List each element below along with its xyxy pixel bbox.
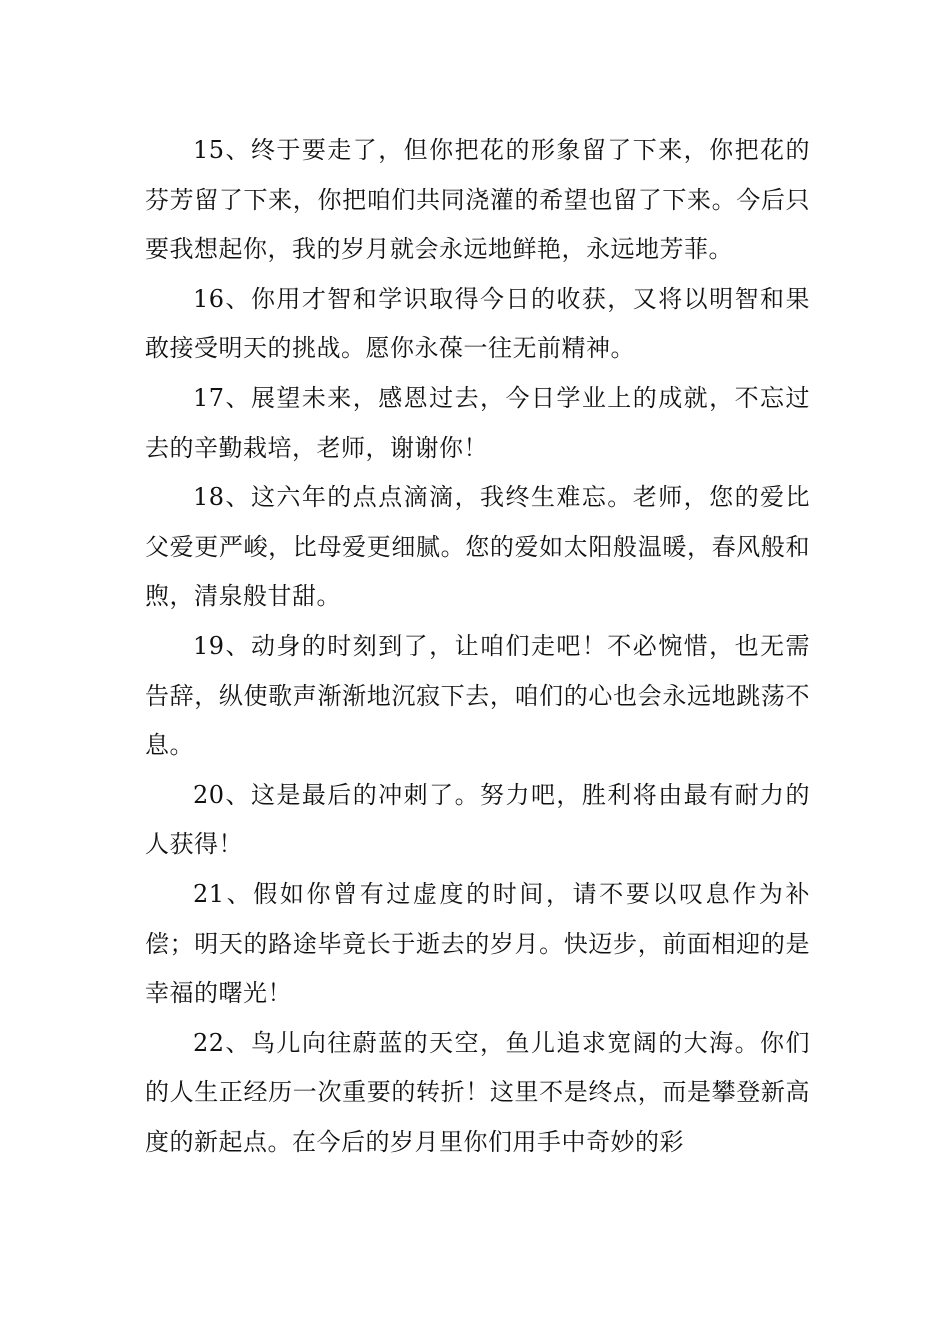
document-body <box>145 126 810 1167</box>
paragraph-21: 21、假如你曾有过虚度的时间，请不要以叹息作为补偿；明天的路途毕竟长于逝去的岁月。快迈步，前面相迎的是幸福的曙光！ <box>145 879 810 1008</box>
paragraph-15: 15、终于要走了，但你把花的形象留了下来，你把花的芬芳留了下来，你把咱们共同浇灌的希望也留了下来。今后只要我想起你，我的岁月就会永远地鲜艳，永远地芳菲。 <box>145 136 810 264</box>
paragraph-18: 18、这六年的点点滴滴，我终生难忘。老师，您的爱比父爱更严峻，比母爱更细腻。您的爱如太阳般温暖，春风般和煦，清泉般甘甜。 <box>145 483 810 611</box>
paragraph-19: 19、动身的时刻到了，让咱们走吧！不必惋惜，也无需告辞，纵使歌声渐渐地沉寂下去，咱们的心也会永远地跳荡不息。 <box>145 631 810 760</box>
paragraph-20: 20、这是最后的冲刺了。努力吧，胜利将由最有耐力的人获得！ <box>145 780 810 859</box>
paragraph-17: 17、展望未来，感恩过去，今日学业上的成就，不忘过去的辛勤栽培，老师，谢谢你！ <box>145 383 810 462</box>
paragraph-22: 22、鸟儿向往蔚蓝的天空，鱼儿追求宽阔的大海。你们的人生正经历一次重要的转折！这里不是终点，而是攀登新高度的新起点。在今后的岁月里你们用手中奇妙的彩 <box>145 1028 810 1156</box>
paragraph-16: 16、你用才智和学识取得今日的收获，又将以明智和果敢接受明天的挑战。愿你永葆一往无前精神。 <box>145 284 810 363</box>
